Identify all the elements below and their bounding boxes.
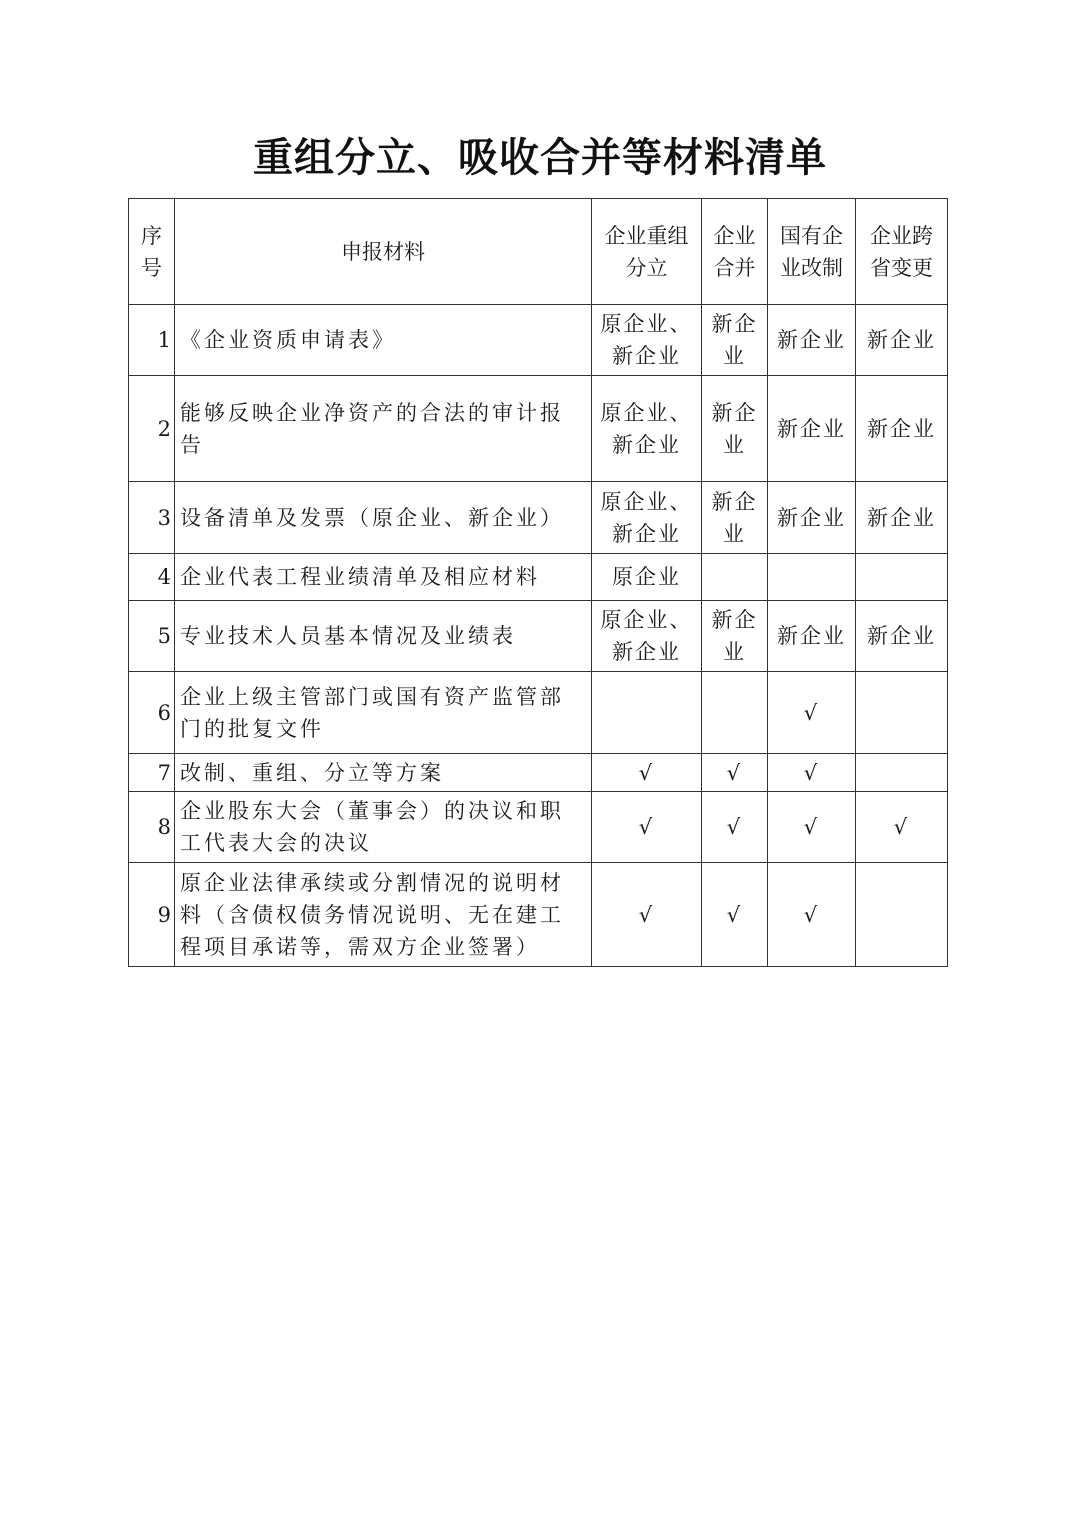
table-row [129,754,948,792]
row-restructure: √ [592,863,702,967]
header-soe [768,199,856,305]
header-seq [129,199,175,305]
row-number: 6 [129,672,175,754]
row-crossprov [856,672,948,754]
row-merge [702,601,768,672]
row-merge [702,305,768,376]
row-material: 企业上级主管部门或国有资产监管部门的批复文件 [175,672,592,754]
table-row [129,672,948,754]
table-row [129,601,948,672]
table-row [129,554,948,601]
row-material: 设备清单及发票（原企业、新企业） [175,482,592,554]
row-merge [702,376,768,482]
row-number: 9 [129,863,175,967]
header-material: 申报材料 [175,199,592,305]
cell-line: 原企业、 [600,312,693,336]
row-number: 4 [129,554,175,601]
header-seq-line1: 序 [141,223,162,248]
row-material: 能够反映企业净资产的合法的审计报告 [175,376,592,482]
row-material: 《企业资质申请表》 [175,305,592,376]
cell-line: 原企业、 [600,489,693,514]
table-row [129,863,948,967]
header-restructure [592,199,702,305]
row-merge: √ [702,792,768,863]
row-material: 企业代表工程业绩清单及相应材料 [175,554,592,601]
row-restructure: √ [592,792,702,863]
row-number: 3 [129,482,175,554]
header-merge [702,199,768,305]
row-material: 原企业法律承续或分割情况的说明材料（含债权债务情况说明、无在建工程项目承诺等，需双方企业签署） [175,863,592,967]
header-merge-line2: 合并 [713,255,756,280]
header-restructure-line2: 分立 [625,255,668,280]
cell-line: 新企业 [612,344,681,368]
row-material: 专业技术人员基本情况及业绩表 [175,601,592,672]
row-restructure [592,376,702,482]
row-soe: √ [768,754,856,792]
cell-line: 业 [723,344,746,368]
header-soe-line1: 国有企 [780,223,843,248]
row-soe: 新企业 [768,305,856,376]
row-soe: 新企业 [768,482,856,554]
row-crossprov: 新企业 [856,601,948,672]
row-merge [702,672,768,754]
header-merge-line1: 企业 [713,223,756,248]
cell-line: 业 [723,640,746,664]
row-merge [702,554,768,601]
row-number: 8 [129,792,175,863]
row-restructure [592,672,702,754]
row-merge [702,482,768,554]
row-material: 改制、重组、分立等方案 [175,754,592,792]
cell-line: 新企 [711,608,758,632]
row-crossprov: 新企业 [856,305,948,376]
row-restructure: 原企业 [592,554,702,601]
row-soe: √ [768,672,856,754]
table-header-row [129,199,948,305]
cell-line: 新企 [711,312,758,336]
materials-table [128,198,948,967]
row-soe: √ [768,863,856,967]
cell-line: 原企业、 [600,400,693,425]
row-soe: 新企业 [768,376,856,482]
table-row [129,305,948,376]
page-title: 重组分立、吸收合并等材料清单 [253,135,827,181]
row-material: 企业股东大会（董事会）的决议和职工代表大会的决议 [175,792,592,863]
header-seq-line2: 号 [141,255,162,280]
header-crossprov-line1: 企业跨 [870,223,933,248]
table-row [129,376,948,482]
row-soe: 新企业 [768,601,856,672]
row-restructure [592,601,702,672]
row-crossprov [856,863,948,967]
row-number: 2 [129,376,175,482]
row-crossprov [856,554,948,601]
table-row [129,482,948,554]
row-soe: √ [768,792,856,863]
cell-line: 新企业 [612,521,681,546]
cell-line: 新企 [711,489,758,514]
table-row [129,792,948,863]
row-soe [768,554,856,601]
row-number: 1 [129,305,175,376]
row-restructure: √ [592,754,702,792]
header-crossprov [856,199,948,305]
row-crossprov: 新企业 [856,376,948,482]
row-number: 5 [129,601,175,672]
cell-line: 业 [723,432,746,457]
row-crossprov: 新企业 [856,482,948,554]
header-soe-line2: 业改制 [780,255,843,280]
row-crossprov [856,754,948,792]
cell-line: 新企业 [612,640,681,664]
header-restructure-line1: 企业重组 [604,223,689,248]
row-merge: √ [702,754,768,792]
row-restructure [592,305,702,376]
header-crossprov-line2: 省变更 [870,255,933,280]
cell-line: 业 [723,521,746,546]
row-number: 7 [129,754,175,792]
cell-line: 新企 [711,400,758,425]
row-restructure [592,482,702,554]
row-merge: √ [702,863,768,967]
cell-line: 原企业、 [600,608,693,632]
cell-line: 新企业 [612,432,681,457]
row-crossprov: √ [856,792,948,863]
